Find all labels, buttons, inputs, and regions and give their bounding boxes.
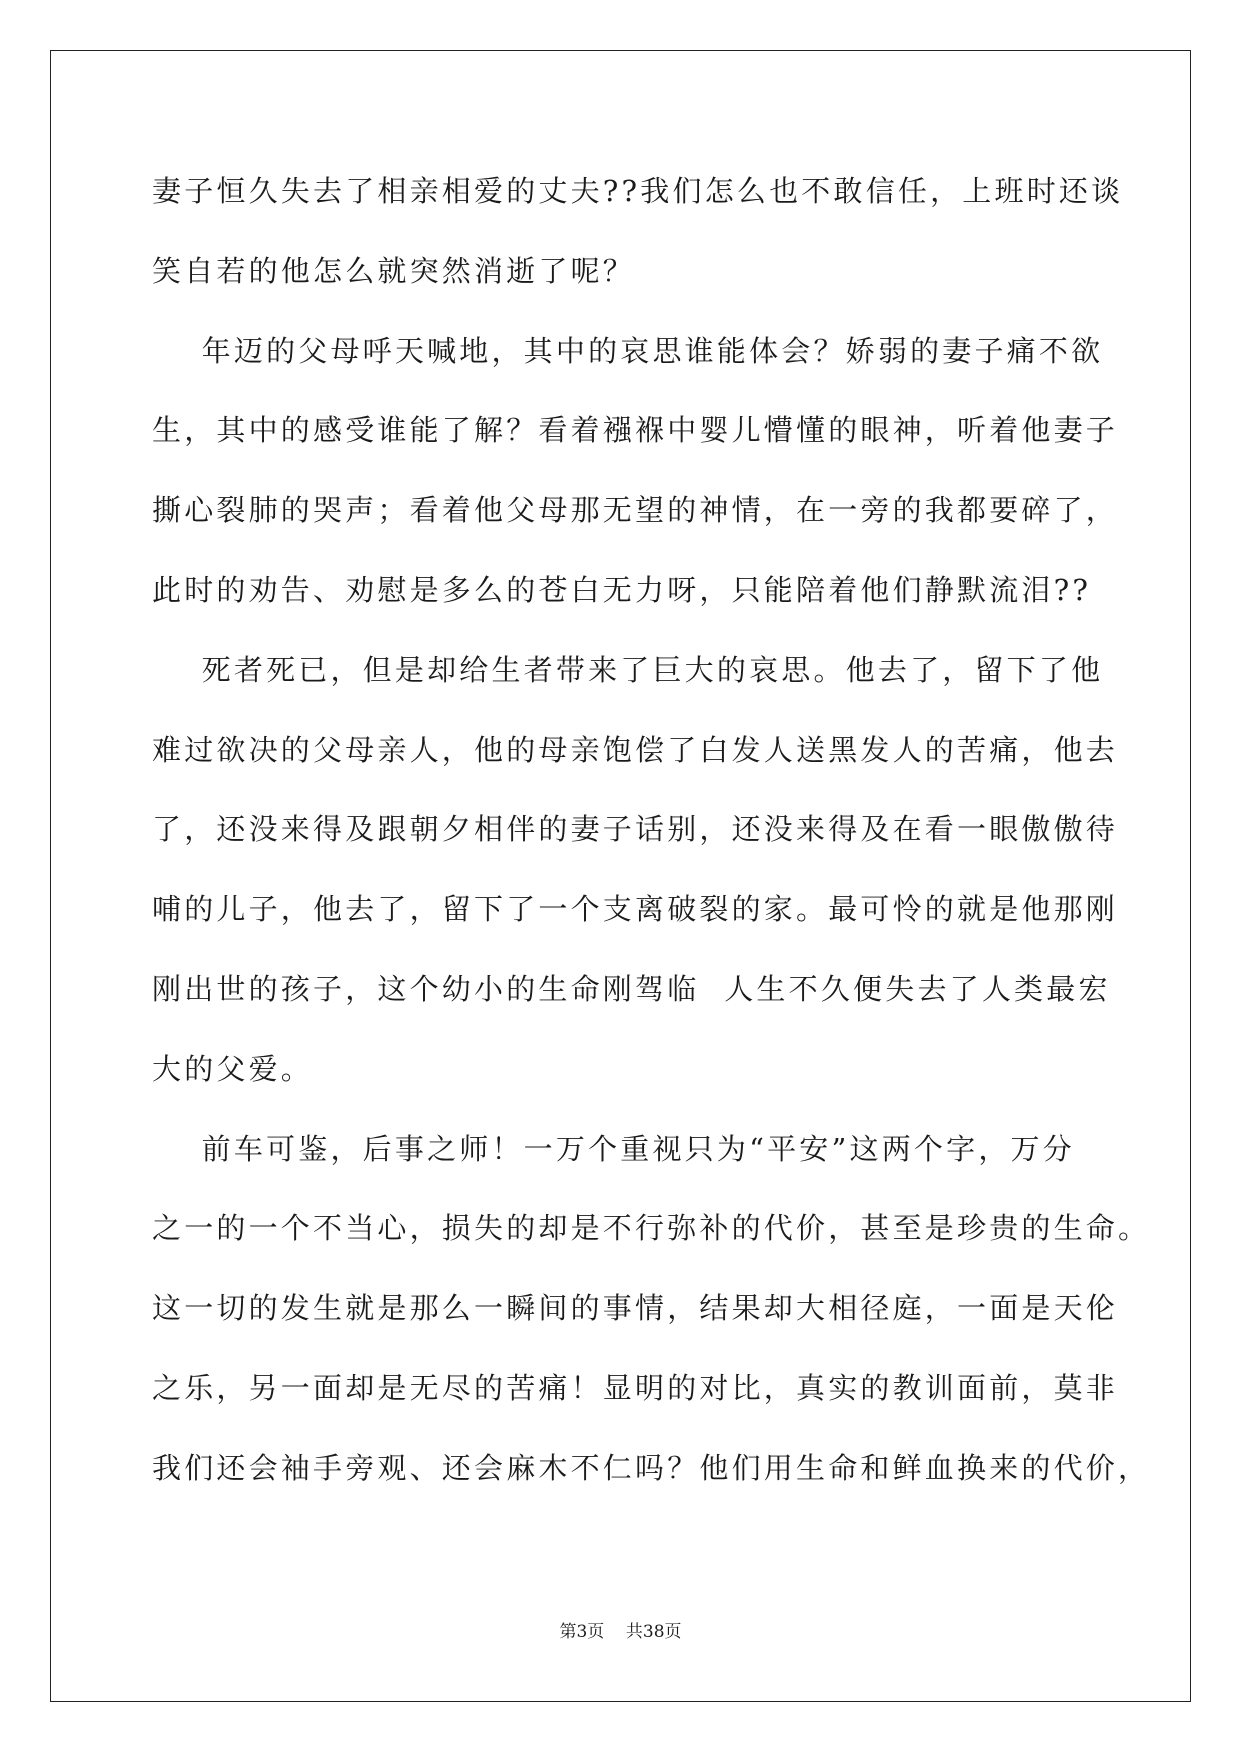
page-number: 第3页 (559, 1622, 605, 1642)
text-line: 我们还会袖手旁观、还会麻木不仁吗？他们用生命和鲜血换来的代价， (152, 1450, 1151, 1485)
text-line: 妻子恒久失去了相亲相爱的丈夫??我们怎么也不敢信任，上班时还谈 (152, 174, 1124, 208)
page-total: 共38页 (625, 1622, 682, 1642)
text-line: 刚出世的孩子，这个幼小的生命刚驾临 人生不久便失去了人类最宏 (152, 971, 1111, 1006)
text-line: 笑自若的他怎么就突然消逝了呢？ (152, 253, 636, 288)
text-line: 这一切的发生就是那么一瞬间的事情，结果却大相径庭，一面是天伦 (152, 1291, 1119, 1326)
page-footer (0, 1622, 1241, 1642)
text-line: 之乐，另一面却是无尽的苦痛！显明的对比，真实的教训面前，莫非 (152, 1370, 1119, 1405)
text-line: 难过欲决的父母亲人，他的母亲饱偿了白发人送黑发人的苦痛，他去 (152, 732, 1119, 767)
text-line: 撕心裂肺的哭声；看着他父母那无望的神情，在一旁的我都要碎了， (152, 493, 1119, 528)
text-line: 年迈的父母呼天喊地，其中的哀思谁能体会？娇弱的妻子痛不欲 (152, 333, 1104, 368)
text-line: 了，还没来得及跟朝夕相伴的妻子话别，还没来得及在看一眼傲傲待 (152, 812, 1119, 847)
text-line: 死者死已，但是却给生者带来了巨大的哀思。他去了，留下了他 (152, 652, 1104, 687)
text-line: 之一的一个不当心，损失的却是不行弥补的代价，甚至是珍贵的生命。 (152, 1211, 1151, 1246)
text-line: 生，其中的感受谁能了解？看着襁褓中婴儿懵懂的眼神，听着他妻子 (152, 413, 1119, 448)
text-line: 大的父爱。 (152, 1051, 314, 1086)
body-text (152, 152, 1151, 1509)
text-line: 哺的儿子，他去了，留下了一个支离破裂的家。最可怜的就是他那刚 (152, 892, 1119, 927)
text-line: 前车可鉴，后事之师！一万个重视只为“平安”这两个字，万分 (152, 1131, 1075, 1166)
text-line: 此时的劝告、劝慰是多么的苍白无力呀，只能陪着他们静默流泪?? (152, 572, 1092, 607)
